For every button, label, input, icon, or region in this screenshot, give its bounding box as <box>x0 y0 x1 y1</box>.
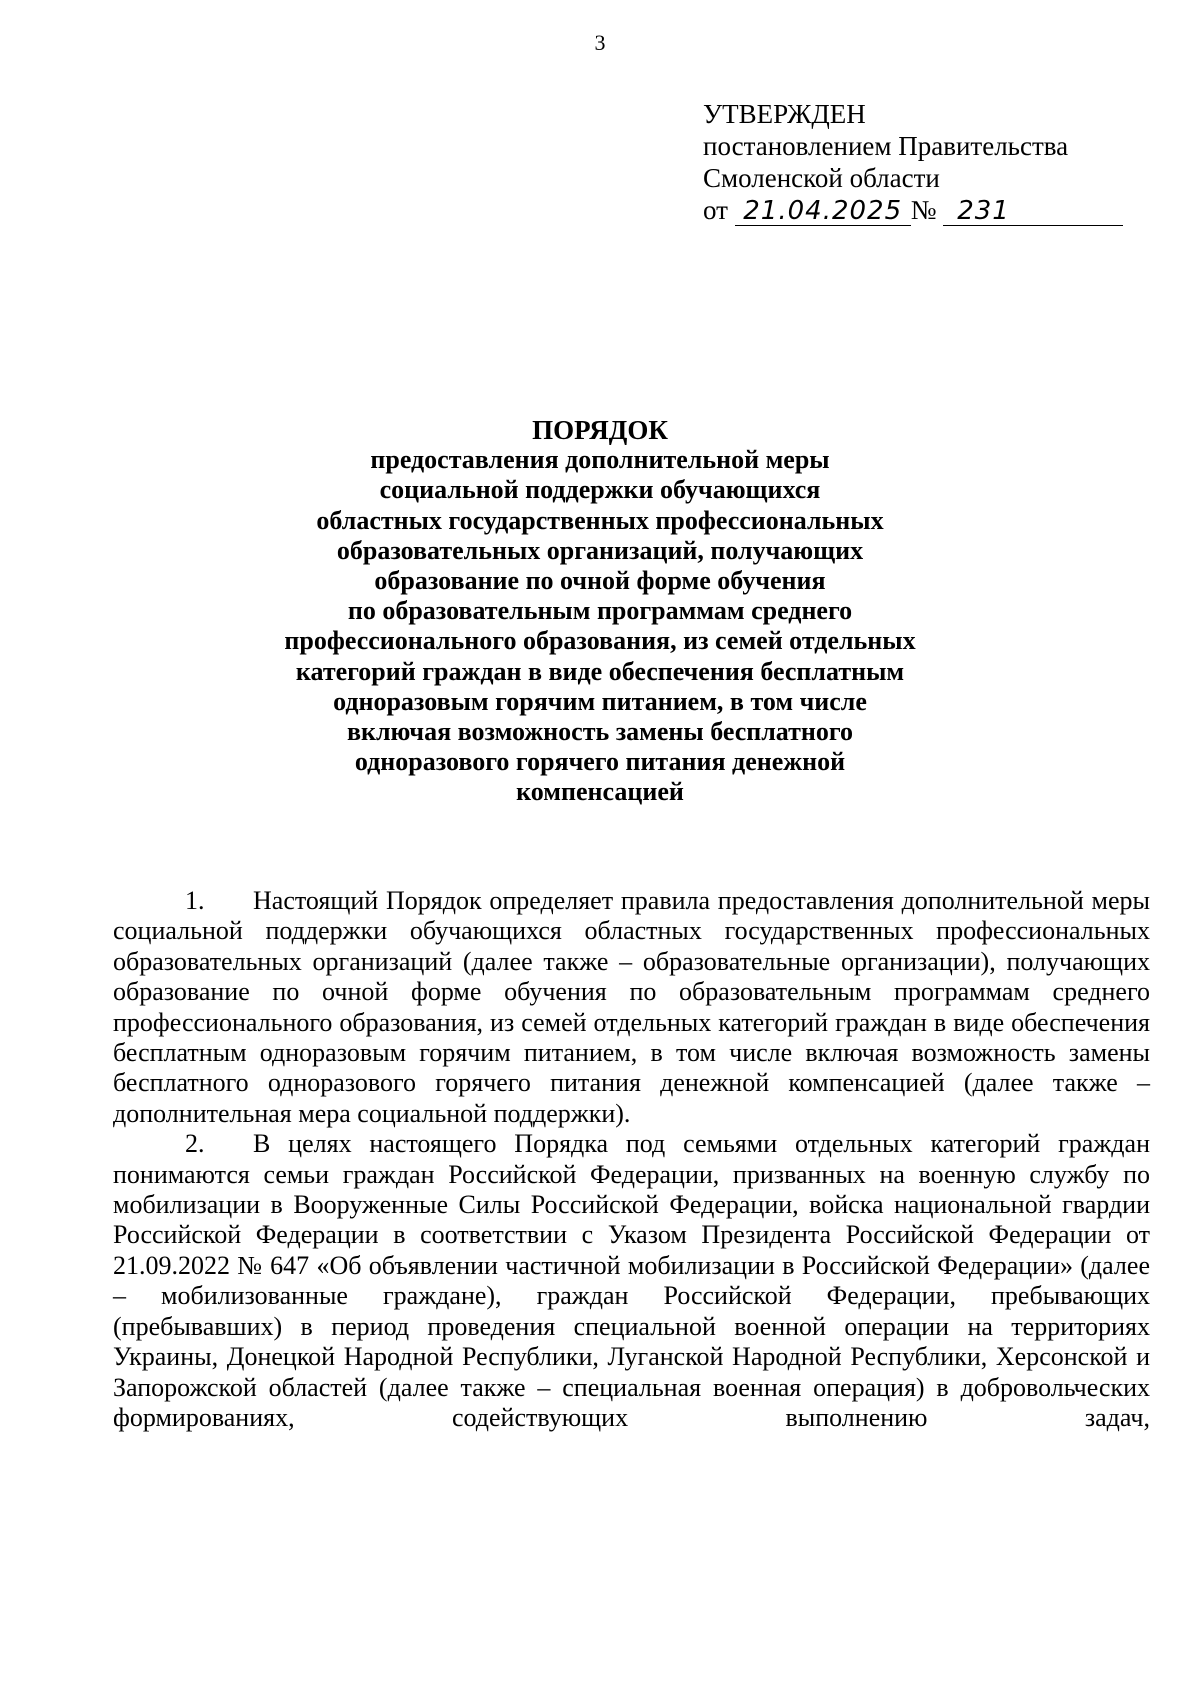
title-line: одноразового горячего питания денежной <box>354 747 846 777</box>
date-prefix: от <box>703 195 728 225</box>
document-title <box>180 415 1020 808</box>
title-line: образовательных организаций, получающих <box>336 535 864 565</box>
number-value: 231 <box>943 197 1123 226</box>
title-line: включая возможность замены бесплатного <box>346 717 854 747</box>
paragraph-text: Настоящий Порядок определяет правила предоставления дополнительной меры социальной поддержки обучающихся областных государственных профессиональных образовательных организаций (далее также – образовательные организации), получающих образование по очной форме обучения по образовательным программам среднего профессионального образования, из семей отдельных категорий граждан в виде обеспечения бесплатным одноразовым горячим питанием, в том числе включая возможность замены бесплатного одноразового горячего питания денежной компенсацией (далее также – дополнительная мера социальной поддержки). <box>113 886 1150 1128</box>
title-line: категорий граждан в виде обеспечения бесплатным <box>295 656 905 686</box>
title-line: предоставления дополнительной меры <box>370 445 830 475</box>
approval-line-1: постановлением Правительства <box>703 131 1069 161</box>
page-number: 3 <box>594 30 606 55</box>
title-line: образование по очной форме обучения <box>374 566 826 596</box>
approval-block <box>703 98 1123 226</box>
approval-status: УТВЕРЖДЕН <box>703 99 866 129</box>
title-line: одноразовым горячим питанием, в том числе <box>333 686 867 716</box>
title-line: областных государственных профессиональных <box>316 505 884 535</box>
title-line: компенсацией <box>516 777 684 807</box>
title-main: ПОРЯДОК <box>532 415 668 445</box>
document-body <box>113 886 1150 1433</box>
paragraph <box>113 1129 1150 1433</box>
approval-line-2: Смоленской области <box>703 163 940 193</box>
paragraph-number: 1. <box>185 886 205 915</box>
approval-date-line <box>703 194 1123 226</box>
paragraph-text: В целях настоящего Порядка под семьями отдельных категорий граждан понимаются семьи граждан Российской Федерации, призванных на военную службу по мобилизации в Вооруженные Силы Российской Федерации, войска национальной гвардии Российской Федерации в соответствии с Указом Президента Российской Федерации от 21.09.2022 № 647 «Об объявлении частичной мобилизации в Российской Федерации» (далее – мобилизованные граждане), граждан Российской Федерации, пребывающих (пребывавших) в период проведения специальной военной операции на территориях Украины, Донецкой Народной Республики, Луганской Народной Республики, Херсонской и Запорожской областей (далее также – специальная военная операция) в добровольческих формированиях, содействующих выполнению задач, <box>113 1129 1150 1432</box>
title-line: социальной поддержки обучающихся <box>379 475 821 505</box>
title-line: профессионального образования, из семей отдельных <box>284 626 916 656</box>
title-line: по образовательным программам среднего <box>347 596 853 626</box>
paragraph <box>113 886 1150 1129</box>
date-value: 21.04.2025 <box>735 197 911 226</box>
paragraph-number: 2. <box>185 1129 205 1159</box>
number-prefix: № <box>910 195 937 225</box>
